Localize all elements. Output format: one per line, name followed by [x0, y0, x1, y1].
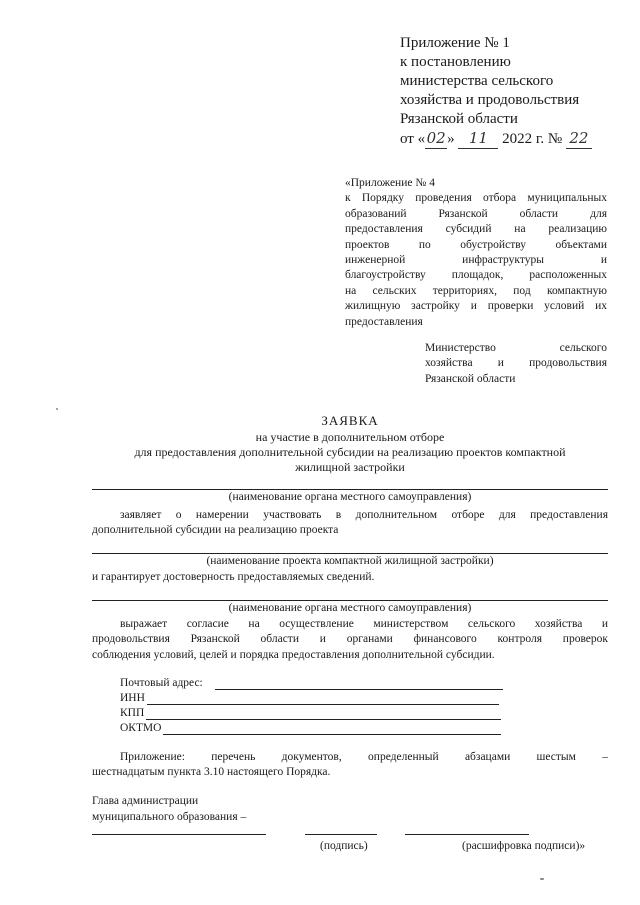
date-day: 02 [426, 129, 446, 147]
appendix-line: предоставления [345, 315, 423, 328]
oktmo-label: ОКТМО [120, 722, 162, 734]
appendix-line: жилищную застройку и проверки условий их [345, 300, 607, 313]
oktmo-input[interactable] [163, 722, 501, 735]
kpp-label: КПП [120, 707, 145, 719]
kpp-field[interactable] [120, 707, 510, 722]
org-name-caption: (наименование органа местного самоуправления) [228, 491, 472, 503]
title-line: на участие в дополнительном отборе [255, 430, 445, 444]
paragraph-consent: выражает согласие на осуществление министерством сельского хозяйства и продовольствия Рязанской области и органами финансового контроля проверок соблюдения условий, целей и порядка предоставления дополнительной субсидии. [92, 618, 608, 661]
addressee-line: хозяйства и продовольствия [425, 357, 607, 370]
postal-address-label: Почтовый адрес: [120, 677, 203, 689]
header-line: хозяйства и продовольствия [400, 92, 580, 108]
appendix-line: к Порядку проведения отбора муниципальных [345, 192, 607, 205]
appendix-line: «Приложение № 4 [345, 177, 435, 189]
appendix-line: благоустройству площадок, расположенных [345, 269, 607, 282]
title-line: для предоставления дополнительной субсидии на реализацию проектов компактной [134, 445, 566, 459]
addressee [425, 341, 607, 387]
scan-speck [540, 878, 544, 880]
appendix-line: на сельских территориях, под компактную [345, 284, 607, 297]
project-name-line [92, 553, 608, 554]
signature-line[interactable] [305, 834, 377, 835]
document-title: ЗАЯВКА [321, 413, 379, 428]
addressee-line: Рязанской области [425, 372, 516, 385]
inn-field[interactable] [120, 692, 510, 707]
project-name-caption: (наименование проекта компактной жилищной застройки) [206, 555, 494, 567]
document-number: 22 [566, 129, 592, 149]
org-name-line-2 [92, 600, 608, 601]
signature-caption: (подпись) [320, 840, 368, 852]
date-month: 11 [458, 129, 498, 149]
oktmo-field[interactable] [120, 722, 510, 737]
title-line: жилищной застройки [295, 460, 405, 474]
header-line: Приложение № 1 [400, 35, 510, 51]
header-line: Рязанской области [400, 111, 518, 127]
org-name-caption-2: (наименование органа местного самоуправления) [228, 602, 472, 614]
paragraph-guarantee: и гарантирует достоверность предоставляемых сведений. [92, 571, 375, 583]
org-name-line [92, 489, 608, 490]
approval-header [400, 34, 630, 149]
inn-label: ИНН [120, 692, 145, 704]
addressee-line: Министерство сельского [425, 342, 607, 354]
header-date: от «02» 11 2022 г. № 22 [400, 129, 630, 149]
header-line: министерства сельского [400, 73, 554, 89]
signature-decode-caption: (расшифровка подписи)» [462, 840, 586, 852]
kpp-input[interactable] [146, 707, 501, 720]
appendix-line: образований Рязанской области для [345, 207, 607, 220]
head-name-line[interactable] [92, 834, 266, 835]
appendix-reference [345, 176, 607, 330]
paragraph-intent: заявляет о намерении участвовать в дополнительном отборе для предоставления дополнительной субсидии на реализацию проекта [92, 509, 608, 537]
appendix-line: предоставления субсидий на реализацию [345, 223, 607, 236]
signature-decode-line[interactable] [405, 834, 529, 835]
scan-speck [56, 408, 58, 410]
appendix-line: проектов по обустройству объектами [345, 238, 607, 251]
head-title-line: Глава администрации [92, 795, 199, 807]
postal-address-input[interactable] [215, 677, 503, 690]
attachment-note: Приложение: перечень документов, определенный абзацами шестым – шестнадцатым пункта 3.10 настоящего Порядка. [92, 751, 608, 779]
head-title-line: муниципального образования – [92, 811, 247, 823]
header-line: к постановлению [400, 54, 511, 70]
postal-address-field[interactable] [120, 677, 510, 692]
inn-input[interactable] [147, 692, 499, 705]
appendix-line: инженерной инфраструктуры и [345, 254, 607, 267]
